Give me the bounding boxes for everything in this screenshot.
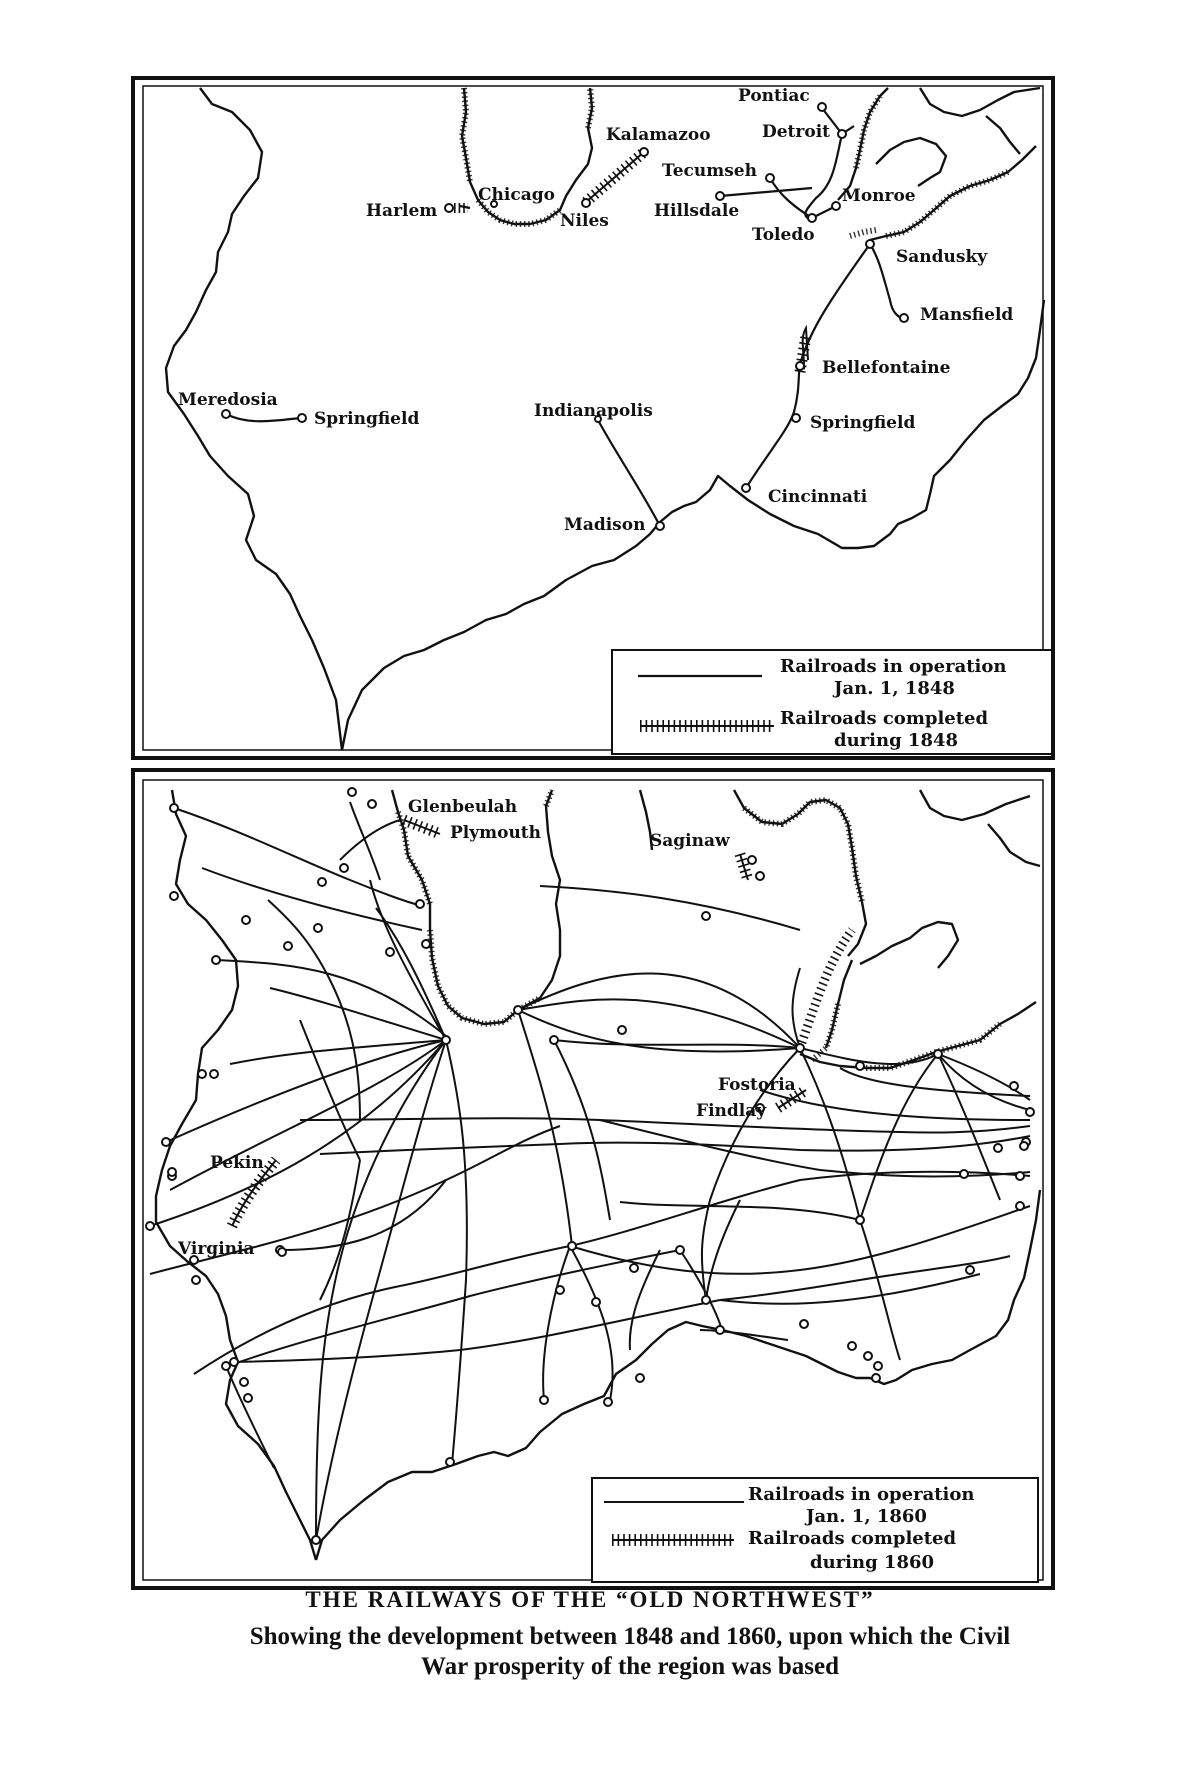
legend-1860-completed-line1: Railroads completed xyxy=(748,1528,957,1549)
place-label-tecumseh: Tecumseh xyxy=(662,161,757,181)
map-1848 xyxy=(133,78,1053,758)
figure-caption-subtitle-line1: Showing the development between 1848 and 1860, upon which the Civil xyxy=(249,1623,1011,1650)
map-1860-boundaries xyxy=(156,790,1040,1560)
place-label-bellefontaine: Bellefontaine xyxy=(822,358,951,378)
place-label-harlem: Harlem xyxy=(366,201,438,221)
place-label-monroe: Monroe xyxy=(842,186,916,206)
figure-caption-title: THE RAILWAYS OF THE “OLD NORTHWEST” xyxy=(305,1587,875,1612)
legend-1848-operation-line1: Railroads in operation xyxy=(780,656,1007,677)
place-label-hillsdale: Hillsdale xyxy=(654,201,740,221)
place-label-plymouth: Plymouth xyxy=(450,823,542,843)
place-label-pontiac: Pontiac xyxy=(738,86,810,106)
place-label-springfield-il: Springfield xyxy=(314,409,420,429)
map-1848-stations xyxy=(222,103,908,530)
figure-caption-subtitle-line2: War prosperity of the region was based xyxy=(420,1653,840,1680)
place-label-virginia: Virginia xyxy=(178,1239,255,1259)
place-label-chicago: Chicago xyxy=(478,185,555,205)
place-label-saginaw: Saginaw xyxy=(650,831,730,851)
legend-1860-operation-line1: Railroads in operation xyxy=(748,1484,975,1505)
map-1848-railroads xyxy=(226,108,904,526)
map-1860-legend xyxy=(592,1478,1038,1582)
map-1860-stations xyxy=(146,788,1034,1544)
place-label-niles: Niles xyxy=(560,211,609,231)
place-label-kalamazoo: Kalamazoo xyxy=(606,125,711,145)
place-label-springfield-oh: Springfield xyxy=(810,413,916,433)
place-label-findlay: Findlay xyxy=(696,1101,767,1121)
map-1860-frame xyxy=(133,770,1053,1588)
place-label-toledo: Toledo xyxy=(752,225,815,245)
place-label-meredosia: Meredosia xyxy=(178,390,278,410)
legend-1848-completed-line2: during 1848 xyxy=(834,730,959,751)
place-label-indianapolis: Indianapolis xyxy=(534,401,653,421)
legend-1848-completed-line1: Railroads completed xyxy=(780,708,989,729)
legend-1860-operation-line2: Jan. 1, 1860 xyxy=(806,1506,927,1527)
place-label-madison: Madison xyxy=(564,515,646,535)
map-1848-legend xyxy=(612,650,1052,754)
place-label-detroit: Detroit xyxy=(762,122,831,142)
figure-caption-subtitle xyxy=(190,1622,1070,1682)
map-1860 xyxy=(133,770,1053,1588)
place-label-pekin: Pekin xyxy=(210,1153,264,1173)
place-label-mansfield: Mansfield xyxy=(920,305,1014,325)
map-1860-railroads xyxy=(150,802,1030,1540)
place-label-sandusky: Sandusky xyxy=(896,247,988,267)
place-label-glenbeulah: Glenbeulah xyxy=(408,797,518,817)
legend-1860-completed-line2: during 1860 xyxy=(810,1552,935,1573)
place-label-cincinnati: Cincinnati xyxy=(768,487,868,507)
map-1860-inner-frame xyxy=(143,780,1043,1580)
legend-1848-operation-line2: Jan. 1, 1848 xyxy=(834,678,955,699)
map-1860-place-labels xyxy=(177,797,796,1259)
place-label-fostoria: Fostoria xyxy=(718,1075,796,1095)
